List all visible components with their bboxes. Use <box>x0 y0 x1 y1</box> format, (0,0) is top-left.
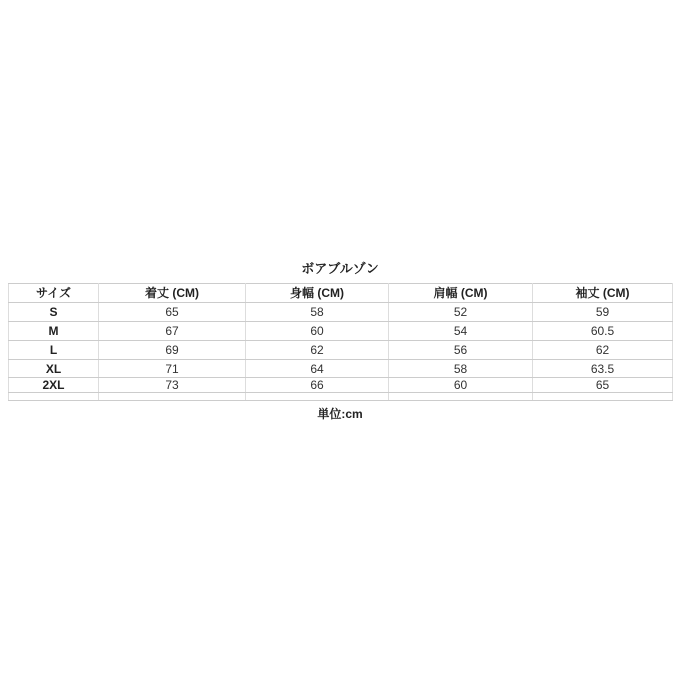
column-header-shoulder-width: 肩幅 (CM) <box>389 284 533 303</box>
table-header-row <box>9 284 673 303</box>
measurement-cell: 73 <box>99 378 246 393</box>
table-row-l <box>9 341 673 360</box>
measurement-cell: 71 <box>99 360 246 378</box>
column-header-body-width: 身幅 (CM) <box>246 284 389 303</box>
measurement-cell: 60.5 <box>533 322 673 341</box>
table-row-s <box>9 303 673 322</box>
size-label: M <box>9 322 99 341</box>
measurement-cell: 54 <box>389 322 533 341</box>
measurement-cell: 69 <box>99 341 246 360</box>
measurement-cell: 58 <box>389 360 533 378</box>
size-label: S <box>9 303 99 322</box>
size-label: 2XL <box>9 378 99 393</box>
measurement-cell: 64 <box>246 360 389 378</box>
measurement-cell: 59 <box>533 303 673 322</box>
table-row-xl <box>9 360 673 378</box>
measurement-cell: 60 <box>246 322 389 341</box>
column-header-size: サイズ <box>9 284 99 303</box>
size-chart-table <box>8 283 673 401</box>
unit-note: 単位:cm <box>317 407 363 421</box>
column-header-sleeve-length: 袖丈 (CM) <box>533 284 673 303</box>
measurement-cell: 62 <box>246 341 389 360</box>
measurement-cell: 58 <box>246 303 389 322</box>
table-row-m <box>9 322 673 341</box>
measurement-cell: 56 <box>389 341 533 360</box>
measurement-cell: 63.5 <box>533 360 673 378</box>
size-label: XL <box>9 360 99 378</box>
column-header-body-length: 着丈 (CM) <box>99 284 246 303</box>
table-empty-row <box>9 393 673 401</box>
size-chart-title: ボアブルゾン <box>301 261 379 276</box>
measurement-cell: 65 <box>533 378 673 393</box>
measurement-cell: 52 <box>389 303 533 322</box>
measurement-cell: 67 <box>99 322 246 341</box>
measurement-cell: 66 <box>246 378 389 393</box>
measurement-cell: 60 <box>389 378 533 393</box>
measurement-cell: 62 <box>533 341 673 360</box>
measurement-cell: 65 <box>99 303 246 322</box>
table-row-2xl <box>9 378 673 393</box>
size-label: L <box>9 341 99 360</box>
